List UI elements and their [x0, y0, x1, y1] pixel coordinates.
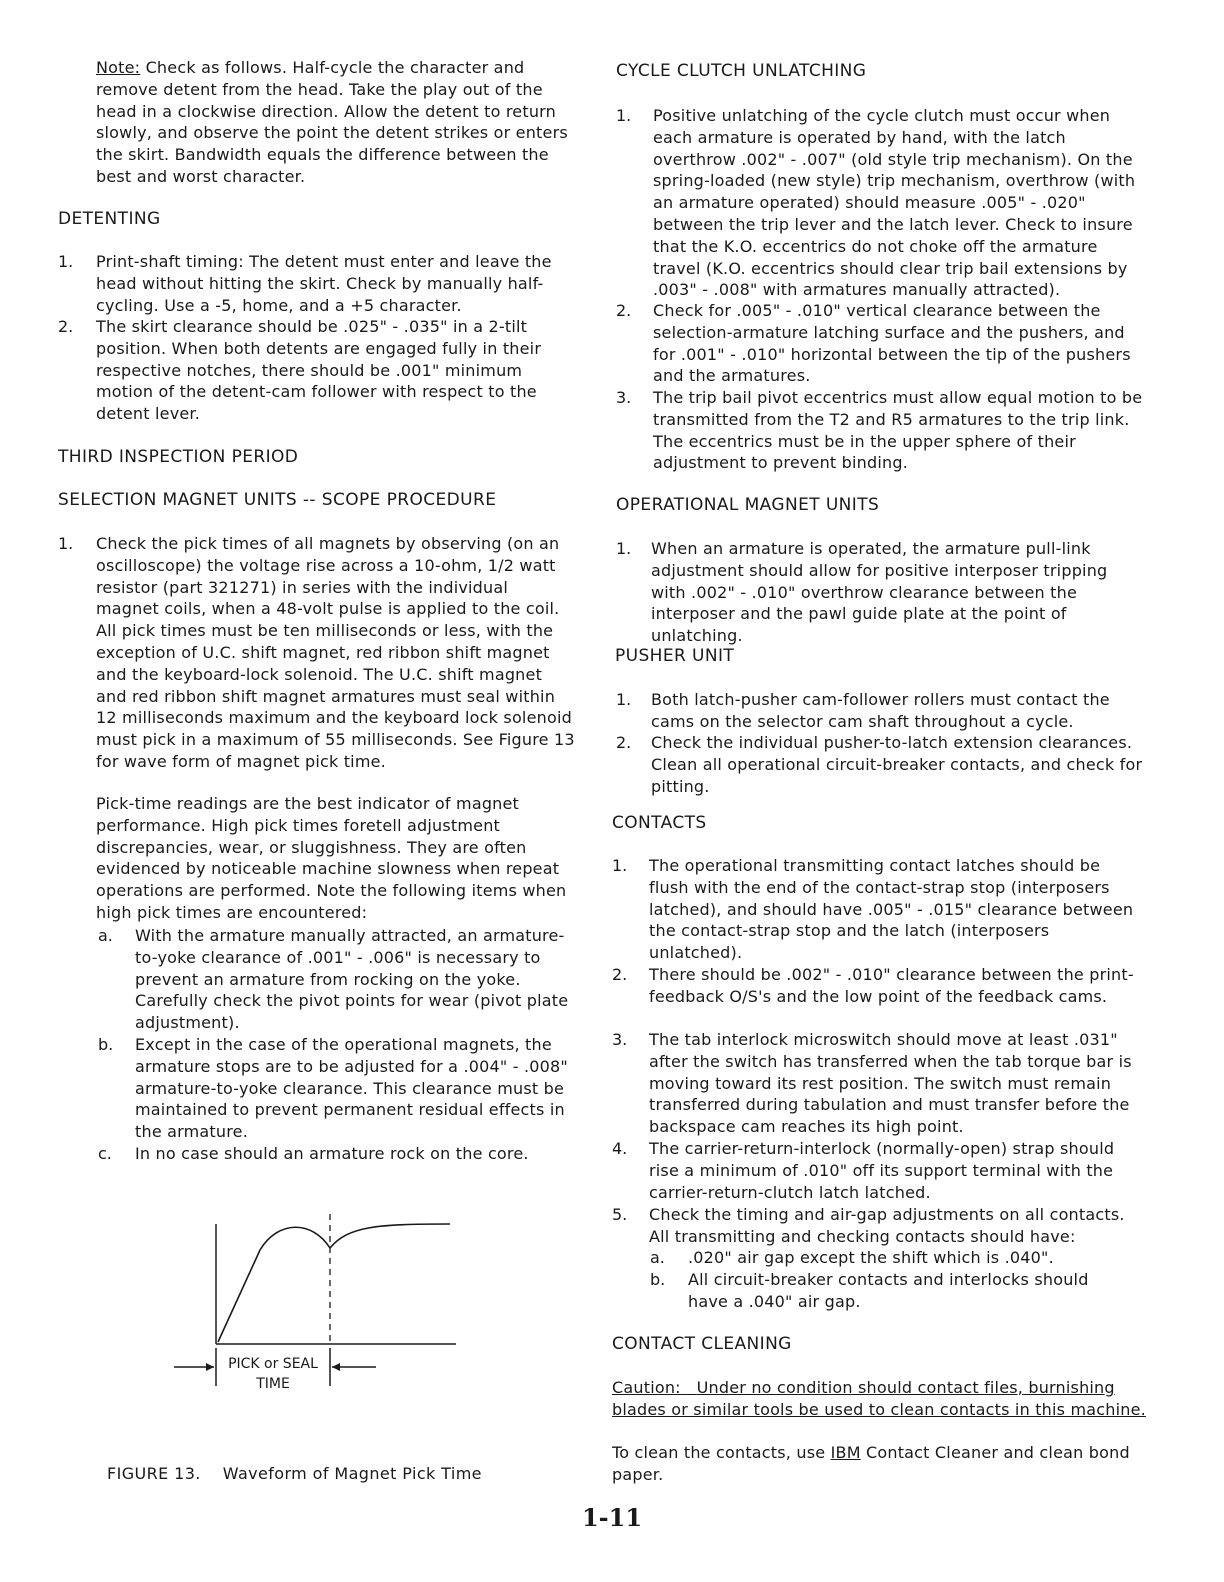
cycle-item-3-num: 3. [616, 388, 632, 407]
cleaning-text-pre: To clean the contacts, use [612, 1443, 826, 1462]
ibm-brand: IBM [830, 1443, 861, 1462]
subitem-b-num: b. [98, 1035, 114, 1054]
note-label: Note: [96, 58, 141, 77]
caution-label: Caution: [612, 1378, 681, 1397]
selection-magnet-heading: SELECTION MAGNET UNITS -- SCOPE PROCEDURE [58, 490, 497, 510]
detenting-item-1-num: 1. [58, 252, 74, 271]
detenting-item-1-text: Print-shaft timing: The detent must enter and leave the head without hitting the skirt. Check by manually half-cycling. Use a -5, home, and a +5 character. [96, 252, 552, 315]
cycle-item-2-text: Check for .005" - .010" vertical clearance between the selection-armature latching surface and the pushers, and for .001" - .010" horizontal between the tip of the pushers and the armatures. [653, 301, 1131, 386]
pusher-item-2-text: Check the individual pusher-to-latch extension clearances. Clean all operational circuit-breaker contacts, and check for pitting. [651, 733, 1143, 796]
cycle-item-1-text: Positive unlatching of the cycle clutch must occur when each armature is operated by hand, with the latch overthrow .002" - .007" (old style trip mechanism). On the spring-loaded (new style) trip mechanism, overthrow (with an armature operated) should measure .005" - .020" between the trip lever and the latch lever. Check to insure that the K.O. eccentrics do not choke off the armature travel (K.O. eccentrics should clear trip bail extensions by .003" - .008" with armatures manually attracted). [653, 106, 1136, 300]
contacts-subitem-b-num: b. [650, 1270, 666, 1289]
pusher-item-1-num: 1. [616, 690, 632, 709]
waveform-curve [218, 1224, 450, 1342]
contacts-subitem-a-text: .020" air gap except the shift which is .040". [688, 1248, 1054, 1267]
contacts-subitem-b-text: All circuit-breaker contacts and interlocks should have a .040" air gap. [688, 1270, 1089, 1311]
note-paragraph [96, 57, 576, 188]
cycle-clutch-heading: CYCLE CLUTCH UNLATCHING [616, 61, 867, 81]
contacts-item-1-num: 1. [612, 856, 628, 875]
figure-caption-text: Waveform of Magnet Pick Time [222, 1464, 482, 1483]
subitem-a-num: a. [98, 926, 113, 945]
pusher-item-2-num: 2. [616, 733, 632, 752]
figure-caption [107, 1464, 482, 1483]
figure-caption-number: FIGURE 13. [107, 1464, 201, 1483]
contact-cleaning-heading: CONTACT CLEANING [612, 1334, 792, 1354]
arrowhead-right-icon [332, 1363, 340, 1371]
pusher-item-1-text: Both latch-pusher cam-follower rollers must contact the cams on the selector cam shaft throughout a cycle. [651, 690, 1110, 731]
caution-text: Under no condition should contact files, burnishing blades or similar tools be used to clean contacts in this machine. [612, 1378, 1146, 1419]
cleaning-text-post: Contact Cleaner and clean bond paper. [612, 1443, 1130, 1484]
pick-time-paragraph: Pick-time readings are the best indicator of magnet performance. High pick times foretell adjustment discrepancies, wear, or sluggishness. They are often evidenced by noticeable machine slowness when repeat operations are performed. Note the following items when high pick times are encountered: [96, 794, 567, 922]
contacts-subitem-a-num: a. [650, 1248, 665, 1267]
subitem-a-text: With the armature manually attracted, an armature-to-yoke clearance of .001" - .006" is necessary to prevent an armature from rocking on the yoke. Carefully check the pivot points for wear (pivot plate adjustment). [135, 926, 569, 1033]
operational-magnet-heading: OPERATIONAL MAGNET UNITS [616, 495, 880, 515]
detenting-item-2-num: 2. [58, 317, 74, 336]
cycle-item-3-text: The trip bail pivot eccentrics must allow equal motion to be transmitted from the T2 and R5 armatures to the trip link. The eccentrics must be in the upper sphere of their adjustment to prevent binding. [653, 388, 1143, 473]
selection-item-1-num: 1. [58, 534, 74, 553]
contacts-item-5-num: 5. [612, 1205, 628, 1224]
subitem-c-text: In no case should an armature rock on the core. [135, 1144, 529, 1163]
page-number: 1-11 [581, 1503, 643, 1532]
contacts-item-4-num: 4. [612, 1139, 628, 1158]
contacts-item-1-text: The operational transmitting contact latches should be flush with the end of the contact-strap stop (interposers latched), and should have .005" - .015" clearance between the contact-strap stop and the latch (interposers unlatched). [649, 856, 1134, 963]
contacts-item-5-text: Check the timing and air-gap adjustments on all contacts. All transmitting and checking contacts should have: [649, 1205, 1125, 1246]
operational-item-1-num: 1. [616, 539, 632, 558]
operational-item-1-text: When an armature is operated, the armature pull-link adjustment should allow for positive interposer tripping with .002" - .010" overthrow clearance between the interposer and the pawl guide plate at the point of unlatching. [651, 539, 1108, 646]
selection-item-1-text: Check the pick times of all magnets by observing (on an oscilloscope) the voltage rise across a 10-ohm, 1/2 watt resistor (part 321271) in series with the individual magnet coils, when a 48-volt pulse is applied to the coil. All pick times must be ten milliseconds or less, with the exception of U.C. shift magnet, red ribbon shift magnet and the keyboard-lock solenoid. The U.C. shift magnet and red ribbon shift magnet armatures must seal within 12 milliseconds maximum and the keyboard lock solenoid must pick in a maximum of 55 milliseconds. See Figure 13 for wave form of magnet pick time. [96, 534, 575, 771]
third-inspection-heading: THIRD INSPECTION PERIOD [58, 447, 299, 467]
cleaning-instruction [612, 1442, 1148, 1486]
waveform-figure [160, 1210, 480, 1400]
figure-label-line1: PICK or SEAL [228, 1356, 318, 1372]
contacts-item-2-num: 2. [612, 965, 628, 984]
contacts-item-2-text: There should be .002" - .010" clearance between the print-feedback O/S's and the low point of the feedback cams. [649, 965, 1134, 1006]
contacts-item-4-text: The carrier-return-interlock (normally-open) strap should rise a minimum of .010" off its support terminal with the carrier-return-clutch latch latched. [649, 1139, 1115, 1202]
subitem-c-num: c. [98, 1144, 112, 1163]
detenting-heading: DETENTING [58, 209, 161, 229]
pusher-unit-heading: PUSHER UNIT [615, 646, 735, 666]
arrowhead-left-icon [206, 1363, 214, 1371]
contacts-item-3-num: 3. [612, 1030, 628, 1049]
contacts-heading: CONTACTS [612, 813, 707, 833]
detenting-item-2-text: The skirt clearance should be .025" - .035" in a 2-tilt position. When both detents are engaged fully in their respective notches, there should be .001" minimum motion of the detent-cam follower with respect to the detent lever. [96, 317, 542, 424]
contacts-item-3-text: The tab interlock microswitch should move at least .031" after the switch has transferred when the tab torque bar is moving toward its rest position. The switch must remain transferred during tabulation and must transfer before the backspace cam reaches its high point. [649, 1030, 1132, 1137]
cycle-item-1-num: 1. [616, 106, 632, 125]
figure-label-line2: TIME [256, 1376, 290, 1392]
cycle-item-2-num: 2. [616, 301, 632, 320]
caution-paragraph [612, 1377, 1148, 1421]
note-text: Check as follows. Half-cycle the character and remove detent from the head. Take the play out of the head in a clockwise direction. Allow the detent to return slowly, and observe the point the detent strikes or enters the skirt. Bandwidth equals the difference between the best and worst character. [96, 58, 568, 186]
subitem-b-text: Except in the case of the operational magnets, the armature stops are to be adjusted for a .004" - .008" armature-to-yoke clearance. This clearance must be maintained to prevent permanent residual effects in the armature. [135, 1035, 568, 1142]
